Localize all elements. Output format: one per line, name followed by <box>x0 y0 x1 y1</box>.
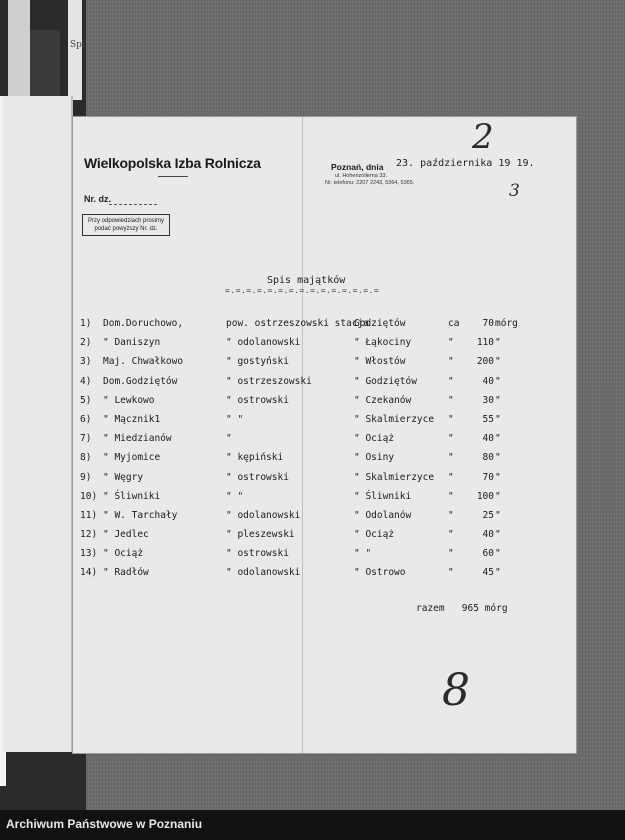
area: 40 <box>482 529 494 541</box>
unit: " <box>495 471 501 483</box>
letter-page <box>73 117 576 753</box>
estate-row <box>73 491 576 510</box>
district: " odolanowski <box>226 337 301 349</box>
row-number: 12) <box>80 529 98 541</box>
district: " pleszewski <box>226 529 295 541</box>
district: " gostyński <box>226 356 289 368</box>
station: " Ociąż <box>354 433 395 445</box>
district: " " <box>226 413 244 425</box>
station: " Odolanów <box>354 509 412 521</box>
unit: " <box>495 356 501 368</box>
estate-row <box>73 567 576 586</box>
district: " odolanowski <box>226 509 301 521</box>
station: " Osiny <box>354 452 395 464</box>
nr-dz-line <box>109 204 157 205</box>
district: pow. ostrzeszowski stacja <box>226 318 369 329</box>
area: 110 <box>476 337 494 349</box>
estate-row <box>73 337 576 356</box>
approx: " <box>448 452 454 464</box>
row-number: 11) <box>80 509 98 521</box>
total-line <box>416 603 508 614</box>
date-year: 19. <box>516 158 535 169</box>
row-number: 10) <box>80 490 98 502</box>
unit: " <box>495 567 501 579</box>
handwritten-mark: 8 <box>442 665 470 716</box>
district: " ostrowski <box>226 471 289 483</box>
date-year-prefix: 19 <box>498 158 511 169</box>
approx: " <box>448 337 454 349</box>
row-number: 8) <box>80 452 92 464</box>
unit: " <box>495 337 501 349</box>
unit: " <box>495 509 501 521</box>
approx: " <box>448 413 454 425</box>
row-number: 1) <box>80 318 92 329</box>
estate-row <box>73 452 576 471</box>
station: Godziętów <box>354 318 406 329</box>
estate-name: " Daniszyn <box>103 337 161 349</box>
estate-name: Maj. Chwałkowo <box>103 356 184 368</box>
station: " Skalmierzyce <box>354 471 435 483</box>
folder-tab <box>68 0 85 100</box>
unit: " <box>495 433 501 445</box>
estate-row <box>73 395 576 414</box>
reference-notice-box: Przy odpowiedziach prosimy podać powyższy Nr. dz. <box>82 214 170 236</box>
district: " odolanowski <box>226 567 301 579</box>
district: " ostrowski <box>226 548 289 560</box>
area: 55 <box>482 413 494 425</box>
unit: " <box>495 413 501 425</box>
approx: " <box>448 471 454 483</box>
area: 70 <box>482 471 494 483</box>
letterhead-org-name: Wielkopolska Izba Rolnicza <box>84 155 261 171</box>
area: 40 <box>482 375 494 387</box>
row-number: 2) <box>80 337 92 349</box>
handwritten-page-number: 2 <box>472 117 494 157</box>
district: " <box>226 433 232 445</box>
total-label: razem <box>416 603 445 614</box>
date-typed <box>396 158 535 169</box>
handwritten-corner-number: 3 <box>509 181 520 201</box>
date-day-month: 23. października <box>396 158 493 169</box>
estate-list <box>73 318 576 587</box>
area: 80 <box>482 452 494 464</box>
estate-row <box>73 318 576 337</box>
document-title: Spis majątków <box>267 275 346 286</box>
approx: ca <box>448 318 460 329</box>
estate-row <box>73 356 576 375</box>
folder-tab-label: Spi <box>70 40 85 50</box>
station: " Łąkociny <box>354 337 412 349</box>
station: " Skalmierzyce <box>354 413 435 425</box>
row-number: 5) <box>80 394 92 406</box>
row-number: 9) <box>80 471 92 483</box>
title-underline: =.=.=.=.=.=.=.=.=.=.=.=.=.=.= <box>225 286 380 295</box>
estate-name: " Lewkowo <box>103 394 155 406</box>
row-number: 6) <box>80 413 92 425</box>
phone-line: Nr. telefonu: 2207 2243, 5364, 5365. <box>325 180 415 186</box>
station: " Włostów <box>354 356 406 368</box>
station: " Śliwniki <box>354 490 412 502</box>
row-number: 7) <box>80 433 92 445</box>
unit: " <box>495 490 501 502</box>
archive-caption: Archiwum Państwowe w Poznaniu <box>6 817 203 831</box>
unit: " <box>495 375 501 387</box>
address-line: ul. Hohenzollerna 33. <box>335 173 387 179</box>
estate-name: " Ociąż <box>103 548 144 560</box>
district: " ostrowski <box>226 394 289 406</box>
station: " Ostrowo <box>354 567 406 579</box>
estate-name: Dom.Doruchowo, <box>103 318 184 329</box>
estate-name: " Miedzianów <box>103 433 172 445</box>
area: 25 <box>482 509 494 521</box>
approx: " <box>448 529 454 541</box>
approx: " <box>448 356 454 368</box>
estate-row <box>73 414 576 433</box>
estate-row <box>73 548 576 567</box>
station: " Czekanów <box>354 394 412 406</box>
estate-name: " Myjomice <box>103 452 161 464</box>
area: 30 <box>482 394 494 406</box>
unit: " <box>495 548 501 560</box>
estate-name: " Węgry <box>103 471 144 483</box>
unit: " <box>495 452 501 464</box>
row-number: 4) <box>80 375 92 387</box>
district: " " <box>226 490 244 502</box>
estate-name: " Jedlec <box>103 529 149 541</box>
letterhead-rule <box>158 176 188 177</box>
approx: " <box>448 433 454 445</box>
row-number: 13) <box>80 548 98 560</box>
station: " Ociąż <box>354 529 395 541</box>
estate-name: " Śliwniki <box>103 490 161 502</box>
estate-name: " Radłów <box>103 567 149 579</box>
station: " Godziętów <box>354 375 417 387</box>
row-number: 14) <box>80 567 98 579</box>
area: 70 <box>482 318 494 329</box>
estate-row <box>73 433 576 452</box>
area: 100 <box>476 490 494 502</box>
approx: " <box>448 375 454 387</box>
estate-row <box>73 529 576 548</box>
area: 200 <box>476 356 494 368</box>
area: 45 <box>482 567 494 579</box>
estate-row <box>73 376 576 395</box>
estate-name: " Mącznik1 <box>103 413 161 425</box>
area: 60 <box>482 548 494 560</box>
unit: mórg <box>495 318 518 329</box>
total-unit: mórg <box>484 603 508 614</box>
total-value: 965 <box>461 603 479 614</box>
approx: " <box>448 490 454 502</box>
estate-row <box>73 510 576 529</box>
unit: " <box>495 394 501 406</box>
folder-strip <box>30 30 60 100</box>
district: " ostrzeszowski <box>226 375 312 387</box>
row-number: 3) <box>80 356 92 368</box>
approx: " <box>448 548 454 560</box>
district: " kępiński <box>226 452 284 464</box>
approx: " <box>448 567 454 579</box>
estate-row <box>73 472 576 491</box>
station: " " <box>354 548 372 560</box>
area: 40 <box>482 433 494 445</box>
place-label: Poznań, dnia <box>331 162 384 172</box>
folder-sheet <box>3 96 73 752</box>
approx: " <box>448 394 454 406</box>
unit: " <box>495 529 501 541</box>
folder-strip <box>8 0 30 100</box>
estate-name: " W. Tarchały <box>103 509 178 521</box>
estate-name: Dom.Godziętów <box>103 375 178 387</box>
approx: " <box>448 509 454 521</box>
nr-dz-label: Nr. dz. <box>84 194 112 204</box>
